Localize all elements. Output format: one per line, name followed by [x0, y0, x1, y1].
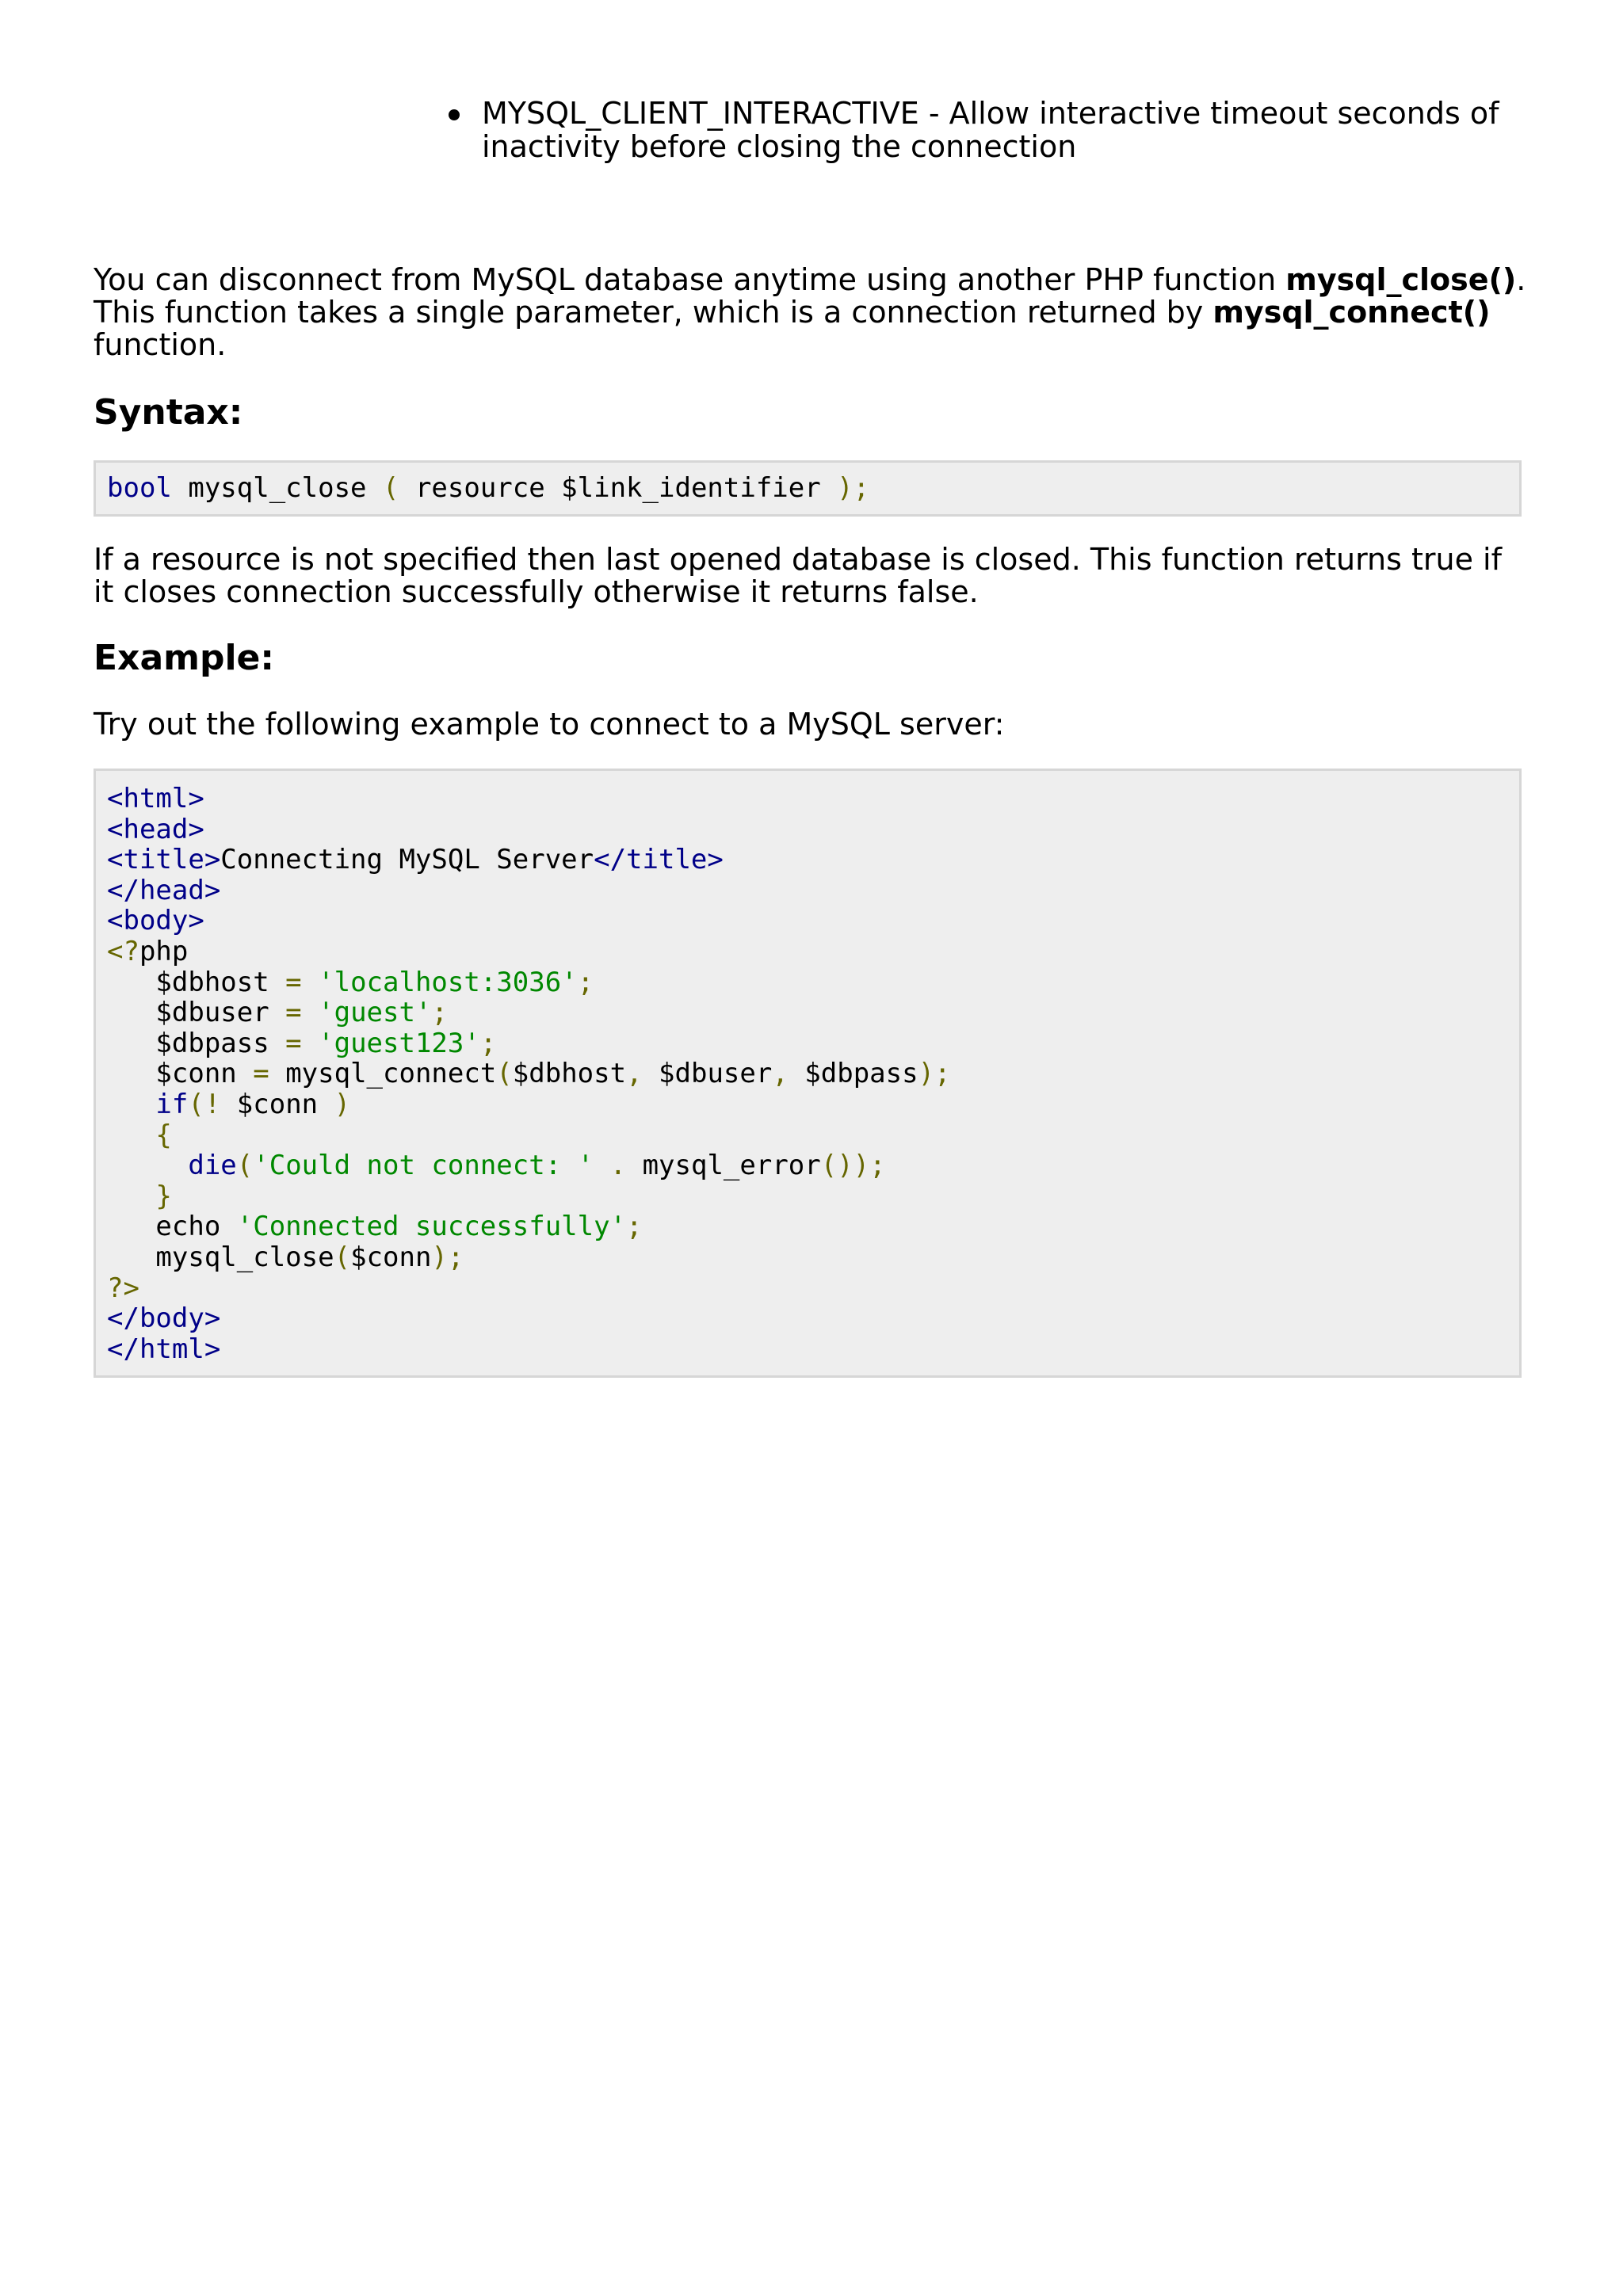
code-token: <title>	[107, 844, 221, 876]
list-item	[444, 97, 1553, 163]
code-token: $conn	[107, 1058, 254, 1090]
code-token: </head>	[107, 874, 221, 906]
code-token: ());	[820, 1150, 886, 1182]
bullet-icon	[449, 109, 460, 120]
example-code-block	[94, 769, 1522, 1378]
code-line	[107, 1272, 139, 1304]
code-token: );	[837, 472, 870, 504]
code-token: $dbpass	[788, 1058, 918, 1090]
mysql-close-function: mysql_close()	[1285, 262, 1517, 297]
code-token: 'localhost:3036'	[318, 966, 578, 998]
intro-text-2: . This function takes a single parameter, which is a connection returned by	[94, 262, 1526, 330]
code-line	[107, 1058, 951, 1089]
code-token: ;	[626, 1211, 643, 1243]
intro-text-1: You can disconnect from MySQL database anytime using another PHP function	[94, 262, 1286, 297]
code-token: =	[285, 997, 302, 1029]
code-line	[107, 967, 594, 998]
code-line	[107, 1028, 496, 1059]
code-line	[107, 1180, 172, 1212]
intro-paragraph	[94, 264, 1526, 361]
code-line	[107, 783, 204, 814]
code-token: mysql_close	[171, 472, 383, 504]
code-token: die	[188, 1150, 237, 1182]
code-token: </body>	[107, 1302, 221, 1335]
code-token: $conn	[350, 1241, 432, 1273]
mysql-connect-function: mysql_connect()	[1212, 295, 1491, 330]
option-list	[444, 97, 1553, 163]
code-line	[107, 875, 220, 906]
code-token: $dbuser	[642, 1058, 773, 1090]
code-token: resource $link_identifier	[399, 472, 838, 504]
code-token: 'guest'	[318, 997, 432, 1029]
list-item-text: MYSQL_CLIENT_INTERACTIVE - Allow interactive timeout seconds of inactivity before closing the connection	[482, 96, 1499, 164]
code-token: (	[236, 1150, 254, 1182]
code-token: $dbhost	[512, 1058, 627, 1090]
code-token: if	[155, 1088, 189, 1120]
code-token: =	[253, 1058, 269, 1090]
code-token: )	[334, 1088, 351, 1120]
code-token: );	[431, 1241, 464, 1273]
code-token: ;	[479, 1027, 497, 1059]
code-line	[107, 1150, 886, 1181]
syntax-code-block	[94, 460, 1522, 517]
code-token: Connecting MySQL Server	[220, 844, 594, 876]
code-line	[107, 1241, 464, 1273]
code-line	[107, 1302, 220, 1334]
code-token: php	[139, 935, 189, 967]
code-token: 'Could not connect: '	[253, 1150, 594, 1182]
code-token: $conn	[220, 1088, 334, 1120]
code-token: mysql_connect	[269, 1058, 497, 1090]
code-token: ,	[772, 1058, 789, 1090]
code-token: =	[285, 966, 302, 998]
code-line	[107, 814, 204, 845]
code-token: (!	[188, 1088, 221, 1120]
code-token: <?	[107, 935, 139, 967]
code-token: </title>	[594, 844, 724, 876]
example-heading: Example:	[94, 638, 274, 678]
code-token: ;	[431, 997, 448, 1029]
code-line	[107, 997, 448, 1028]
code-line	[107, 905, 204, 936]
code-token: (	[334, 1241, 351, 1273]
code-line	[107, 1119, 172, 1151]
code-token: mysql_close	[107, 1241, 334, 1273]
code-token	[107, 1089, 155, 1120]
code-token: (	[383, 472, 399, 504]
code-token: $dbhost	[107, 966, 286, 998]
code-token: .	[594, 1150, 627, 1182]
code-token: </html>	[107, 1333, 221, 1365]
code-token: {	[107, 1119, 172, 1151]
syntax-note: If a resource is not specified then last opened database is closed. This function returns true if it closes connection successfully otherwise it returns false.	[94, 542, 1502, 609]
code-token: }	[107, 1180, 172, 1212]
syntax-heading: Syntax:	[94, 392, 243, 433]
code-token: );	[918, 1058, 951, 1090]
code-token: 'Connected successfully'	[236, 1211, 627, 1243]
code-token: (	[496, 1058, 513, 1090]
code-token: $dbuser	[107, 997, 286, 1029]
code-line	[107, 1089, 350, 1120]
code-token: <html>	[107, 783, 204, 814]
code-token	[107, 1150, 188, 1181]
code-token: bool	[107, 472, 172, 504]
code-token: <body>	[107, 905, 204, 937]
code-line	[107, 844, 724, 875]
code-token: =	[285, 1027, 302, 1059]
intro-text-3: function.	[94, 327, 227, 362]
code-token: ,	[626, 1058, 643, 1090]
code-token: mysql_error	[626, 1150, 821, 1182]
example-intro: Try out the following example to connect to a MySQL server:	[94, 707, 1005, 742]
code-token: $dbpass	[107, 1027, 286, 1059]
code-line	[107, 1333, 220, 1365]
code-token: ;	[577, 966, 594, 998]
code-token: echo	[107, 1211, 237, 1243]
code-token: <head>	[107, 813, 204, 845]
code-token: 'guest123'	[318, 1027, 480, 1059]
code-token: ?>	[107, 1272, 139, 1304]
code-line	[107, 936, 188, 967]
code-line	[107, 1211, 643, 1242]
